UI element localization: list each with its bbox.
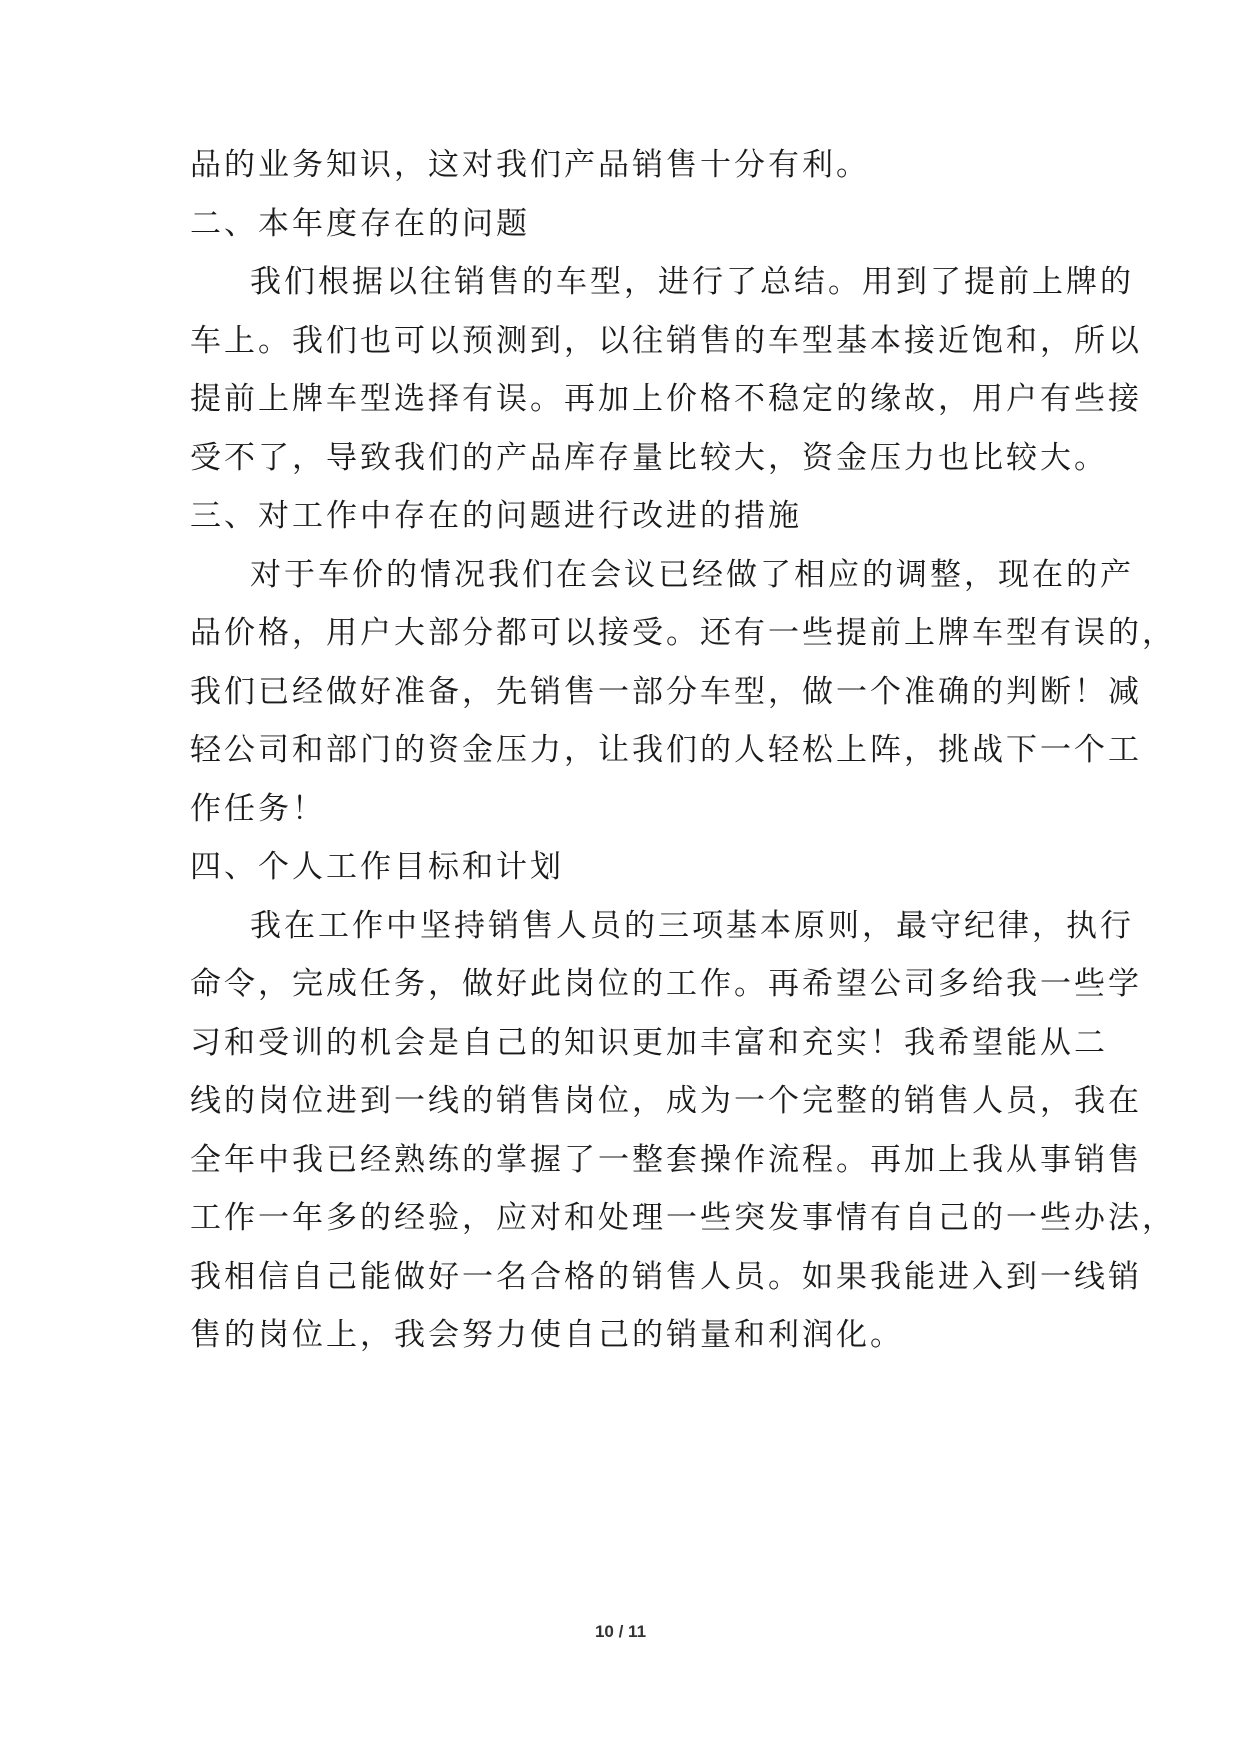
body-line: 我相信自己能做好一名合格的销售人员。如果我能进入到一线销 (190, 1259, 1142, 1295)
body-line: 提前上牌车型选择有误。再加上价格不稳定的缘故，用户有些接 (190, 381, 1142, 417)
body-line: 线的岗位进到一线的销售岗位，成为一个完整的销售人员，我在 (190, 1083, 1142, 1119)
page-number: 10 / 11 (594, 1622, 647, 1641)
paragraph-first-line: 对于车价的情况我们在会议已经做了相应的调整，现在的产 (250, 557, 1134, 593)
body-line: 命令，完成任务，做好此岗位的工作。再希望公司多给我一些学 (190, 966, 1142, 1002)
body-line: 受不了，导致我们的产品库存量比较大，资金压力也比较大。 (190, 440, 1108, 476)
paragraph-first-line: 我们根据以往销售的车型，进行了总结。用到了提前上牌的 (250, 264, 1134, 300)
section-heading: 四、个人工作目标和计划 (190, 849, 564, 885)
section-heading: 三、对工作中存在的问题进行改进的措施 (190, 498, 802, 534)
body-line: 我们已经做好准备，先销售一部分车型，做一个准确的判断！减 (190, 674, 1142, 710)
body-line: 作任务！ (190, 791, 326, 827)
body-line: 售的岗位上，我会努力使自己的销量和利润化。 (190, 1317, 904, 1353)
paragraph-first-line: 我在工作中坚持销售人员的三项基本原则，最守纪律，执行 (250, 908, 1134, 944)
body-line: 轻公司和部门的资金压力，让我们的人轻松上阵，挑战下一个工 (190, 732, 1142, 768)
body-line: 习和受训的机会是自己的知识更加丰富和充实！我希望能从二 (190, 1025, 1108, 1061)
body-line: 品价格，用户大部分都可以接受。还有一些提前上牌车型有误的， (190, 615, 1176, 651)
body-line: 品的业务知识，这对我们产品销售十分有利。 (190, 147, 870, 183)
section-heading: 二、本年度存在的问题 (190, 206, 530, 242)
body-line: 工作一年多的经验，应对和处理一些突发事情有自己的一些办法， (190, 1200, 1176, 1236)
body-line: 全年中我已经熟练的掌握了一整套操作流程。再加上我从事销售 (190, 1142, 1142, 1178)
body-line: 车上。我们也可以预测到，以往销售的车型基本接近饱和，所以 (190, 323, 1142, 359)
